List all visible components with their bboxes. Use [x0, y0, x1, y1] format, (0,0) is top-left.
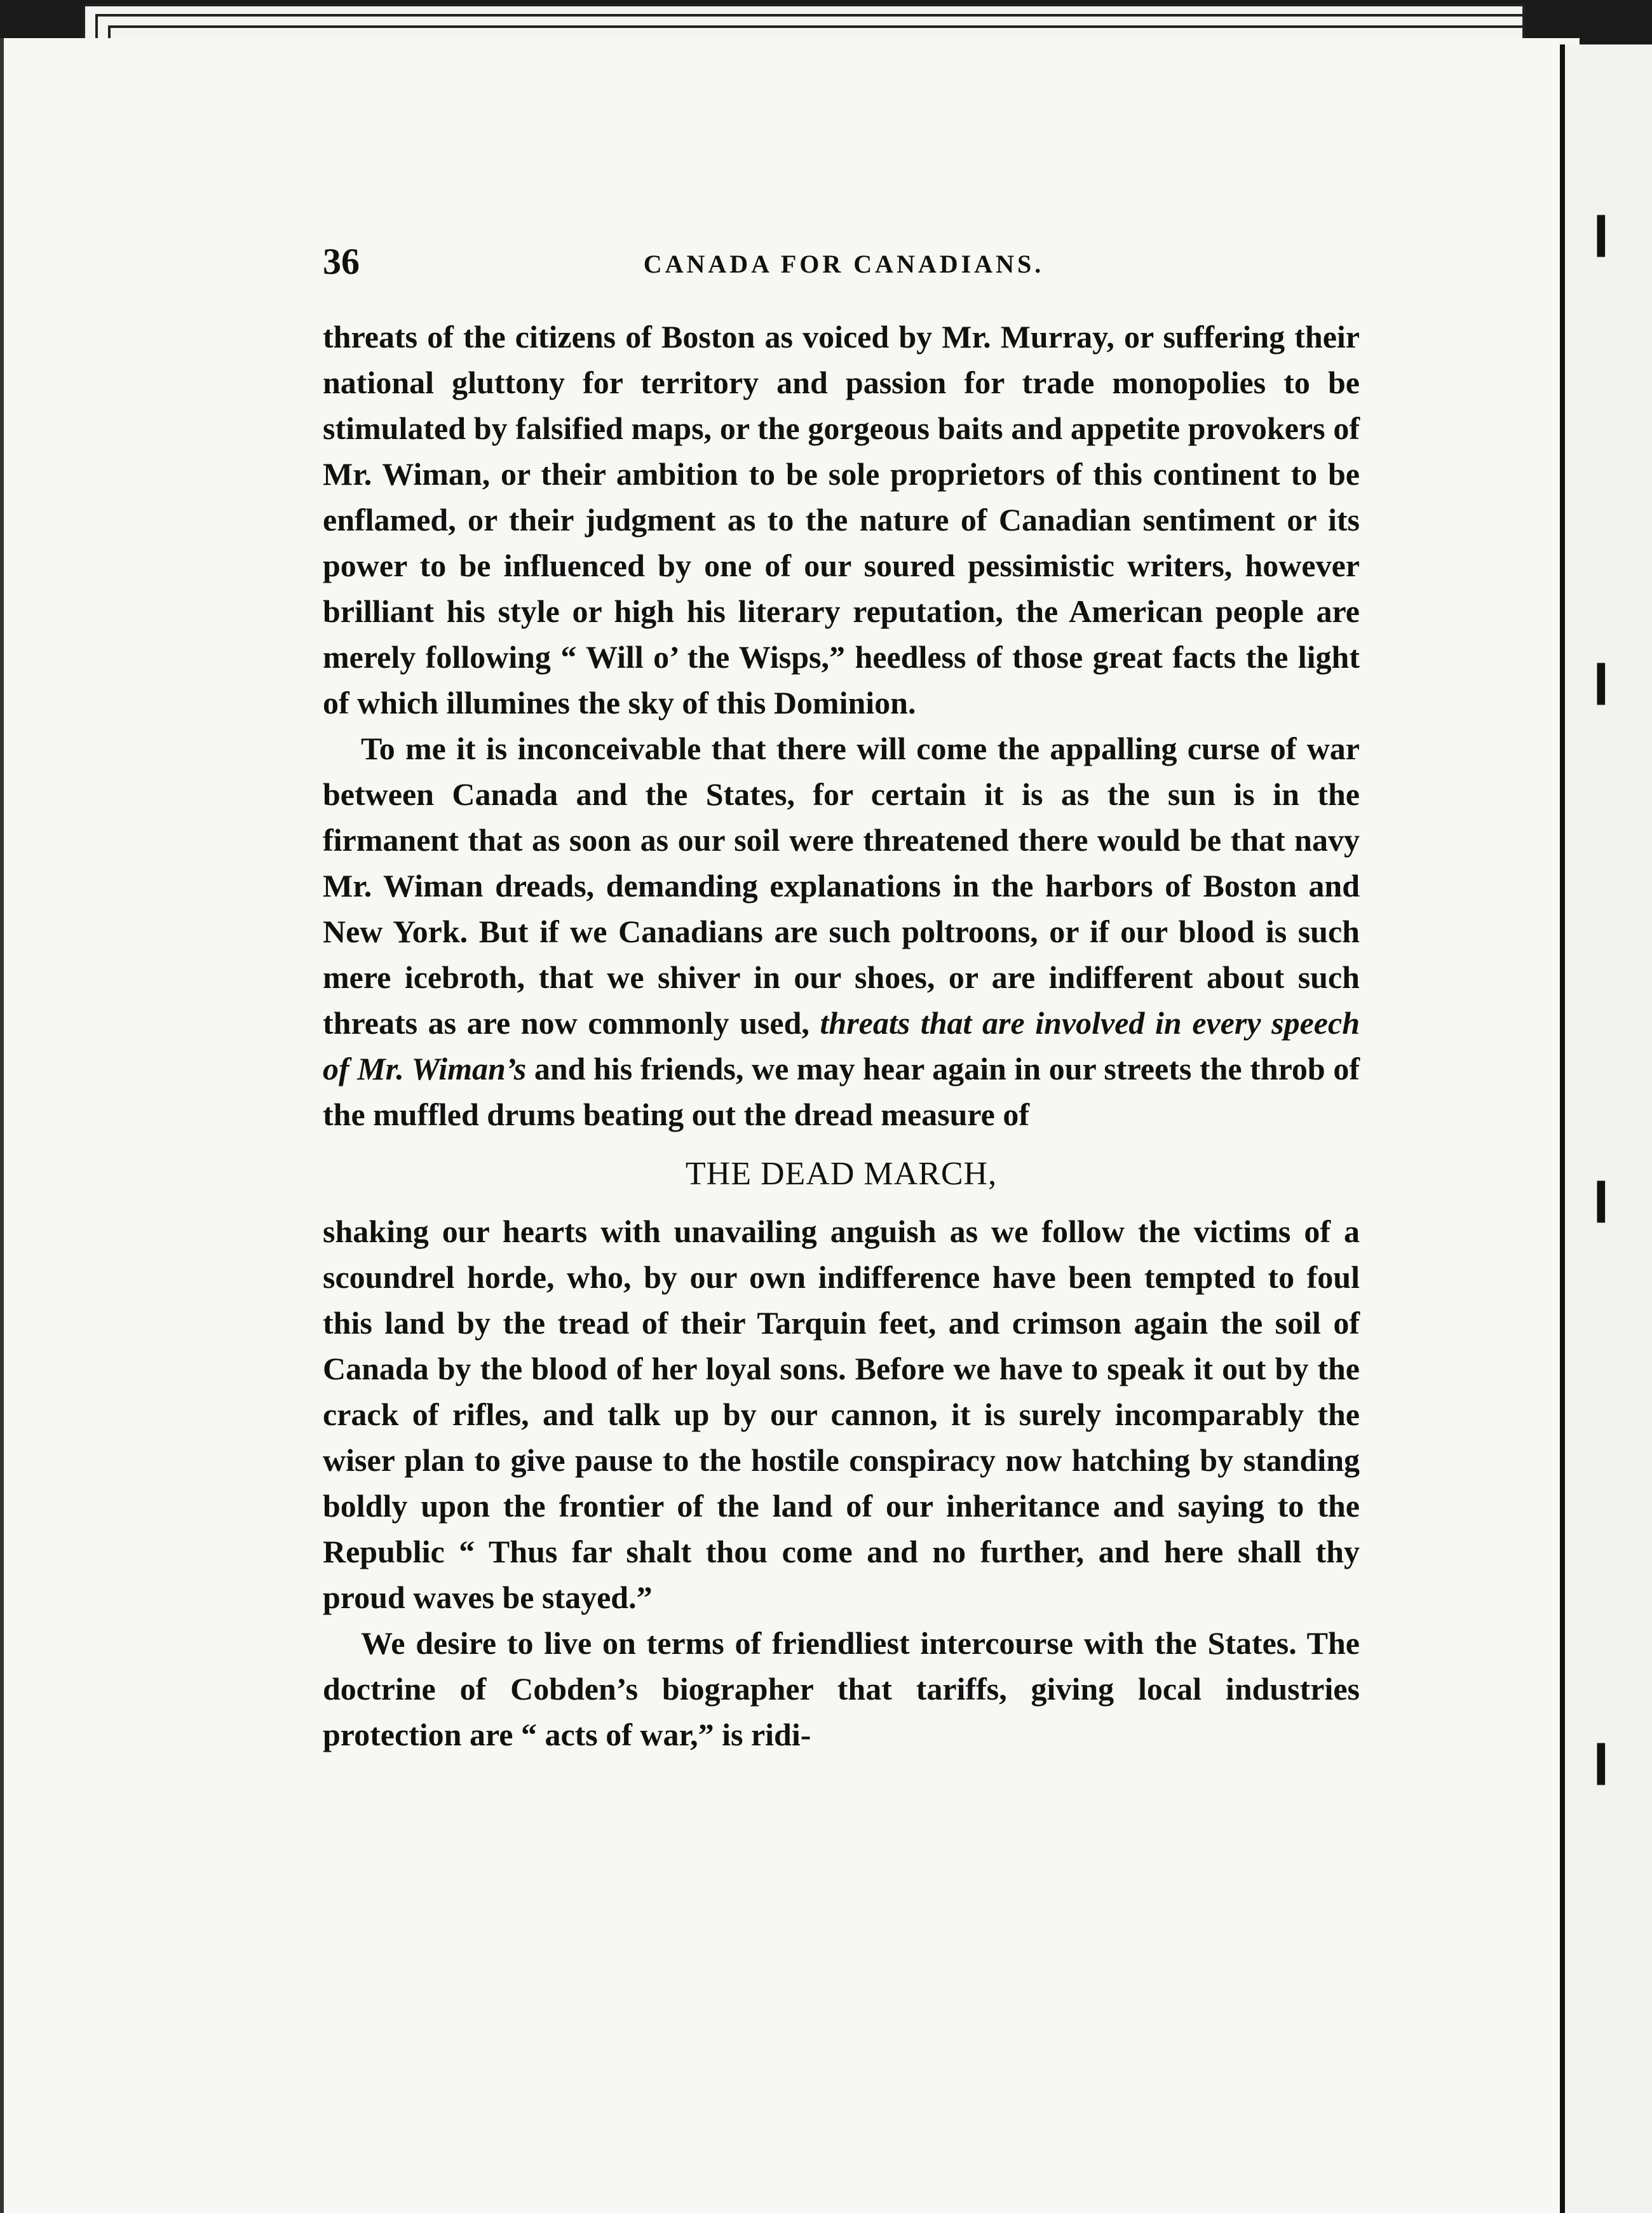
page-header — [323, 240, 1365, 285]
margin-mark: ❙ — [1584, 210, 1618, 255]
paragraph-2-italic: threats that are involved in every speech of Mr. Wiman’s — [323, 1005, 1360, 1086]
paragraph-4: We desire to live on terms of friendliest intercourse with the States. The doctrine of Cobden’s biographer that tariffs, giving local industries protection are “ acts of war,” is ridi- — [323, 1625, 1360, 1752]
paragraph-2 — [323, 726, 1360, 1137]
page-number: 36 — [323, 241, 360, 282]
paragraph-1: threats of the citizens of Boston as voiced by Mr. Murray, or suffering their national gluttony for territory and passion for trade monopolies to be stimulated by falsified maps, or the gorgeous baits and appetite provokers of Mr. Wiman, or their ambition to be sole proprietors of this continent to be enflamed, or their judgment as to the nature of Canadian sentiment or its power to be influenced by one of our soured pessimistic writers, however brilliant his style or high his literary reputation, the American people are merely following “ Will o’ the Wisps,” heedless of those great facts the light of which illumines the sky of this Dominion. — [323, 319, 1360, 721]
paragraph-2-end: and his friends, we may hear again in our streets the throb of the muffled drums beating out the dread measure of — [323, 1051, 1360, 1132]
paragraph-3: shaking our hearts with unavailing anguish as we follow the victims of a scoundrel horde, who, by our own indifference have been tempted to foul this land by the tread of their Tarquin feet, and crimson again the soil of Canada by the blood of her loyal sons. Before we have to speak it out by the crack of rifles, and talk up by our cannon, it is surely incomparably the wiser plan to give pause to the hostile conspiracy now hatching by standing boldly upon the frontier of the land of our inheritance and saying to the Republic “ Thus far shalt thou come and no further, and here shall thy proud waves be stayed.” — [323, 1214, 1360, 1615]
margin-mark: ❙ — [1584, 1738, 1618, 1783]
body-text — [323, 314, 1360, 1757]
paragraph-2-start: To me it is inconceivable that there will come the appalling curse of war between Canada and the States, for certain it is as the sun is in the firmanent that as soon as our soil were threatened there would be that navy Mr. Wiman dreads, demanding explanations in the harbors of Boston and New York. But if we Canadians are such poltroons, or if our blood is such mere icebroth, that we shiver in our shoes, or are indifferent about such threats as are now commonly used, — [323, 731, 1360, 1041]
running-head: CANADA FOR CANADIANS. — [643, 250, 1045, 278]
margin-mark: ❙ — [1584, 658, 1618, 703]
adjacent-page-strip — [1560, 44, 1652, 2213]
section-heading: THE DEAD MARCH, — [685, 1156, 998, 1192]
margin-mark: ❙ — [1584, 1176, 1618, 1221]
